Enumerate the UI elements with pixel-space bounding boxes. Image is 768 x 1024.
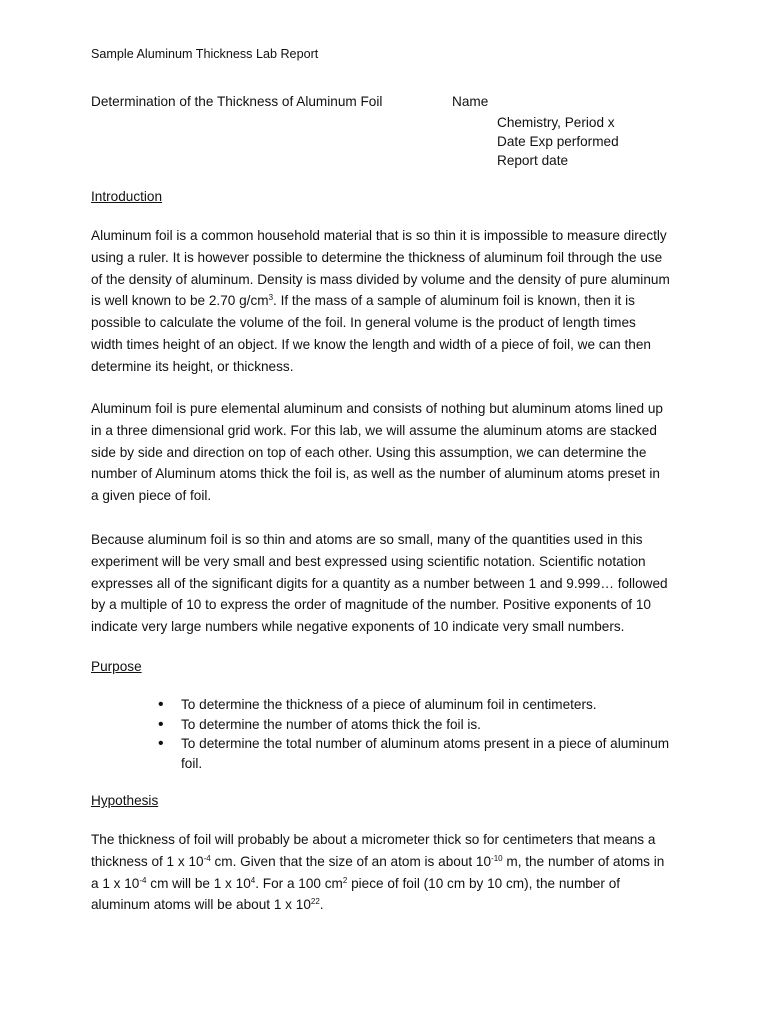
name-label: Name: [452, 94, 489, 109]
text-line: thickness of 1 x $10^{-4}$ cm. Given that the size of an atom is about $10^{-10}$ m, the number of atoms in: [91, 853, 665, 869]
meta-report-date: Report date: [497, 153, 569, 168]
text-line: a 1 x $10^{-4}$ cm will be 1 x $10^4$. For a 100 $cm^2$ piece of foil (10 cm by 10 cm), the number of: [91, 875, 621, 891]
list-item: • To determine the total number of aluminum atoms present in a piece of aluminum foil.: [152, 734, 672, 773]
text-line: aluminum atoms will be about 1 x $10^{22}$.: [91, 897, 324, 913]
report-meta: [497, 113, 619, 170]
report-title: Determination of the Thickness of Aluminum Foil: [91, 94, 383, 109]
text-line: in a three dimensional grid work. For this lab, we will assume the aluminum atoms are stacked: [91, 422, 657, 438]
document-header-title: Sample Aluminum Thickness Lab Report: [91, 47, 319, 61]
text-line: number of Aluminum atoms thick the foil is, as well as the number of aluminum atoms preset in: [91, 466, 660, 482]
text-line: The thickness of foil will probably be about a micrometer thick so for centimeters that means a: [91, 832, 656, 847]
text-line: side by side and direction on top of each other. Using this assumption, we can determine the: [91, 444, 647, 460]
introduction-heading: Introduction: [91, 189, 163, 204]
purpose-heading: Purpose: [91, 659, 142, 674]
meta-date-performed: Date Exp performed: [497, 134, 619, 149]
text-line: possible to calculate the volume of the foil. In general volume is the product of length times: [91, 315, 636, 331]
text-line: of the density of aluminum. Density is mass divided by volume and the density of pure aluminum: [91, 271, 670, 287]
meta-class-period: Chemistry, Period x: [497, 115, 615, 130]
text-line: Aluminum foil is a common household material that is so thin it is impossible to measure directly: [91, 228, 667, 243]
purpose-list: [152, 695, 672, 773]
introduction-paragraph-3: [91, 529, 691, 638]
text-line: Aluminum foil is pure elemental aluminum and consists of nothing but aluminum atoms lined up: [91, 401, 663, 416]
text-line: expresses all of the significant digits for a quantity as a number between 1 and 9.999… followed: [91, 575, 668, 591]
text-line: determine its height, or thickness.: [91, 358, 294, 374]
hypothesis-heading: Hypothesis: [91, 793, 159, 808]
text-line: Because aluminum foil is so thin and atoms are so small, many of the quantities used in this: [91, 532, 643, 547]
text-line: indicate very large numbers while negative exponents of 10 indicate very small numbers.: [91, 619, 625, 635]
text-line: experiment will be very small and best expressed using scientific notation. Scientific notation: [91, 553, 646, 569]
list-item: • To determine the number of atoms thick the foil is.: [152, 715, 672, 735]
hypothesis-paragraph: [91, 829, 691, 916]
text-line: a given piece of foil.: [91, 488, 212, 504]
introduction-paragraph-2: [91, 398, 691, 507]
text-line: width times height of an object. If we know the length and width of a piece of foil, we can then: [91, 336, 651, 352]
list-item: • To determine the thickness of a piece of aluminum foil in centimeters.: [152, 695, 672, 715]
text-line: by a multiple of 10 to express the order of magnitude of the number. Positive exponents of 10: [91, 597, 651, 613]
text-line: using a ruler. It is however possible to determine the thickness of aluminum foil through the use: [91, 249, 663, 265]
introduction-paragraph-1: [91, 225, 691, 378]
text-line: is well known to be 2.70 $g/cm^3$. If the mass of a sample of aluminum foil is known, then it is: [91, 293, 635, 309]
